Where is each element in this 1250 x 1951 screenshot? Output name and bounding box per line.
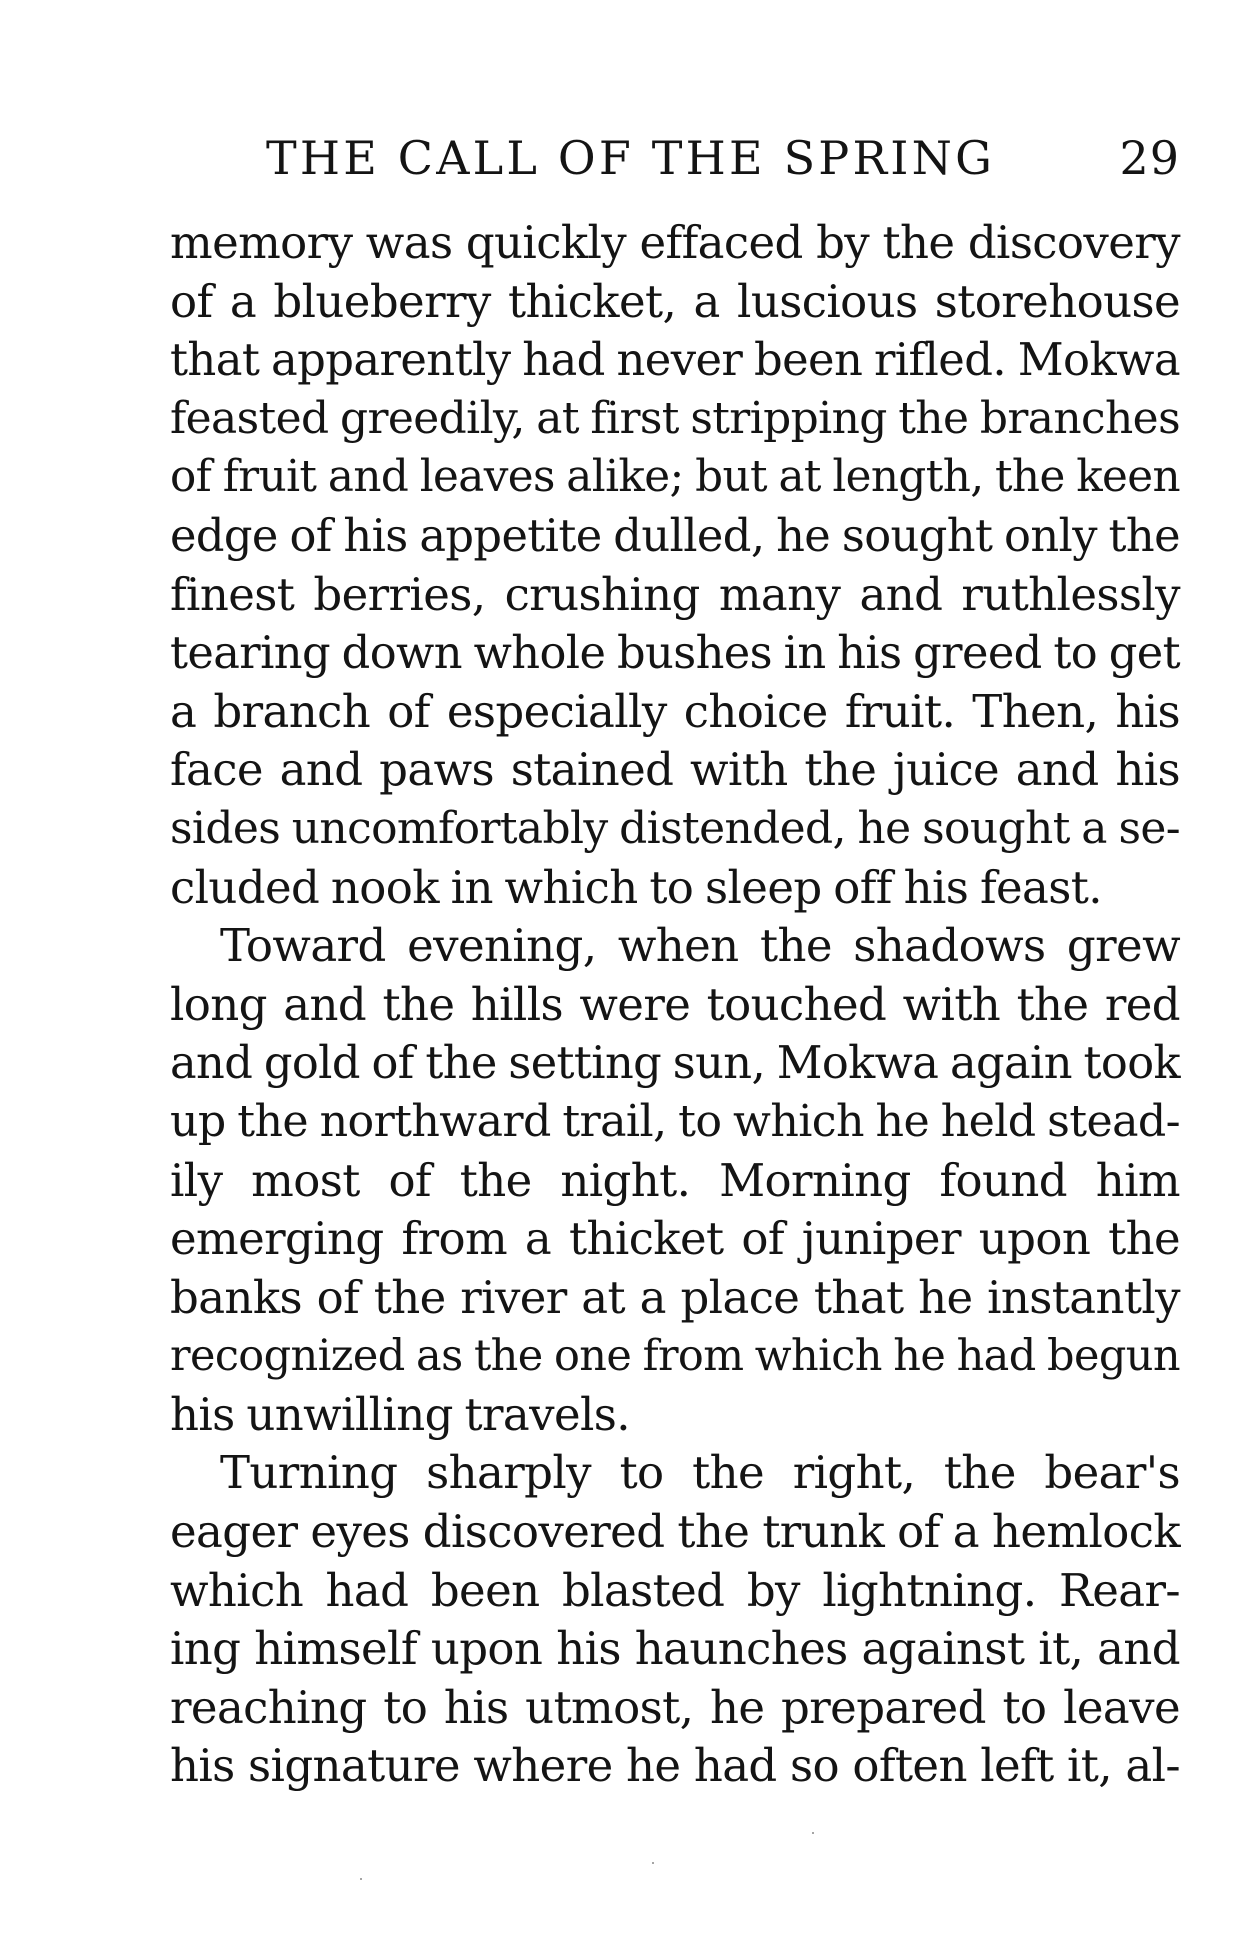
text-line: emerging from a thicket of juniper upon the <box>170 1212 1180 1266</box>
text-line: which had been blasted by lightning. Rear- <box>170 1563 1180 1617</box>
text-line: a branch of especially choice fruit. Then, his <box>170 684 1180 738</box>
text-line: sides uncomfortably distended, he sought a se- <box>170 802 1180 854</box>
text-line: feasted greedily, at first stripping the branches <box>170 392 1180 444</box>
text-line: eager eyes discovered the trunk of a hemlock <box>170 1505 1180 1559</box>
text-line: recognized as the one from which he had begun <box>170 1331 1180 1382</box>
text-line: of fruit and leaves alike; but at length, the keen <box>170 451 1180 503</box>
text-line: his signature where he had so often left it, al- <box>170 1739 1180 1793</box>
text-line: ily most of the night. Morning found him <box>170 1153 1180 1207</box>
page-number: 29 <box>1119 131 1180 185</box>
text-line: edge of his appetite dulled, he sought only the <box>170 508 1180 562</box>
text-line: finest berries, crushing many and ruthlessly <box>170 567 1180 621</box>
text-line: long and the hills were touched with the red <box>170 977 1180 1031</box>
text-line: of a blueberry thicket, a luscious storehouse <box>170 274 1180 328</box>
scan-speck <box>812 1832 814 1834</box>
text-line: that apparently had never been rifled. Mokwa <box>170 333 1180 387</box>
body-text <box>170 214 1180 1796</box>
running-head <box>170 126 1180 190</box>
text-line: up the northward trail, to which he held stead- <box>170 1095 1180 1147</box>
text-line: his unwilling travels. <box>170 1387 630 1441</box>
text-line: memory was quickly effaced by the discovery <box>170 216 1180 269</box>
text-line: banks of the river at a place that he instantly <box>170 1270 1180 1324</box>
scan-speck <box>360 1878 362 1880</box>
text-line: reaching to his utmost, he prepared to leave <box>170 1680 1180 1734</box>
text-line: and gold of the setting sun, Mokwa again took <box>170 1037 1180 1090</box>
text-line: face and paws stained with the juice and his <box>170 743 1180 797</box>
text-line: cluded nook in which to sleep off his feast. <box>170 860 1102 914</box>
text-line: Toward evening, when the shadows grew <box>220 919 1180 973</box>
text-line: ing himself upon his haunches against it, and <box>170 1622 1180 1676</box>
running-head-title: THE CALL OF THE SPRING <box>266 131 996 185</box>
text-line: tearing down whole bushes in his greed to get <box>170 626 1180 680</box>
text-line: Turning sharply to the right, the bear's <box>220 1446 1180 1500</box>
scan-speck <box>652 1862 654 1864</box>
